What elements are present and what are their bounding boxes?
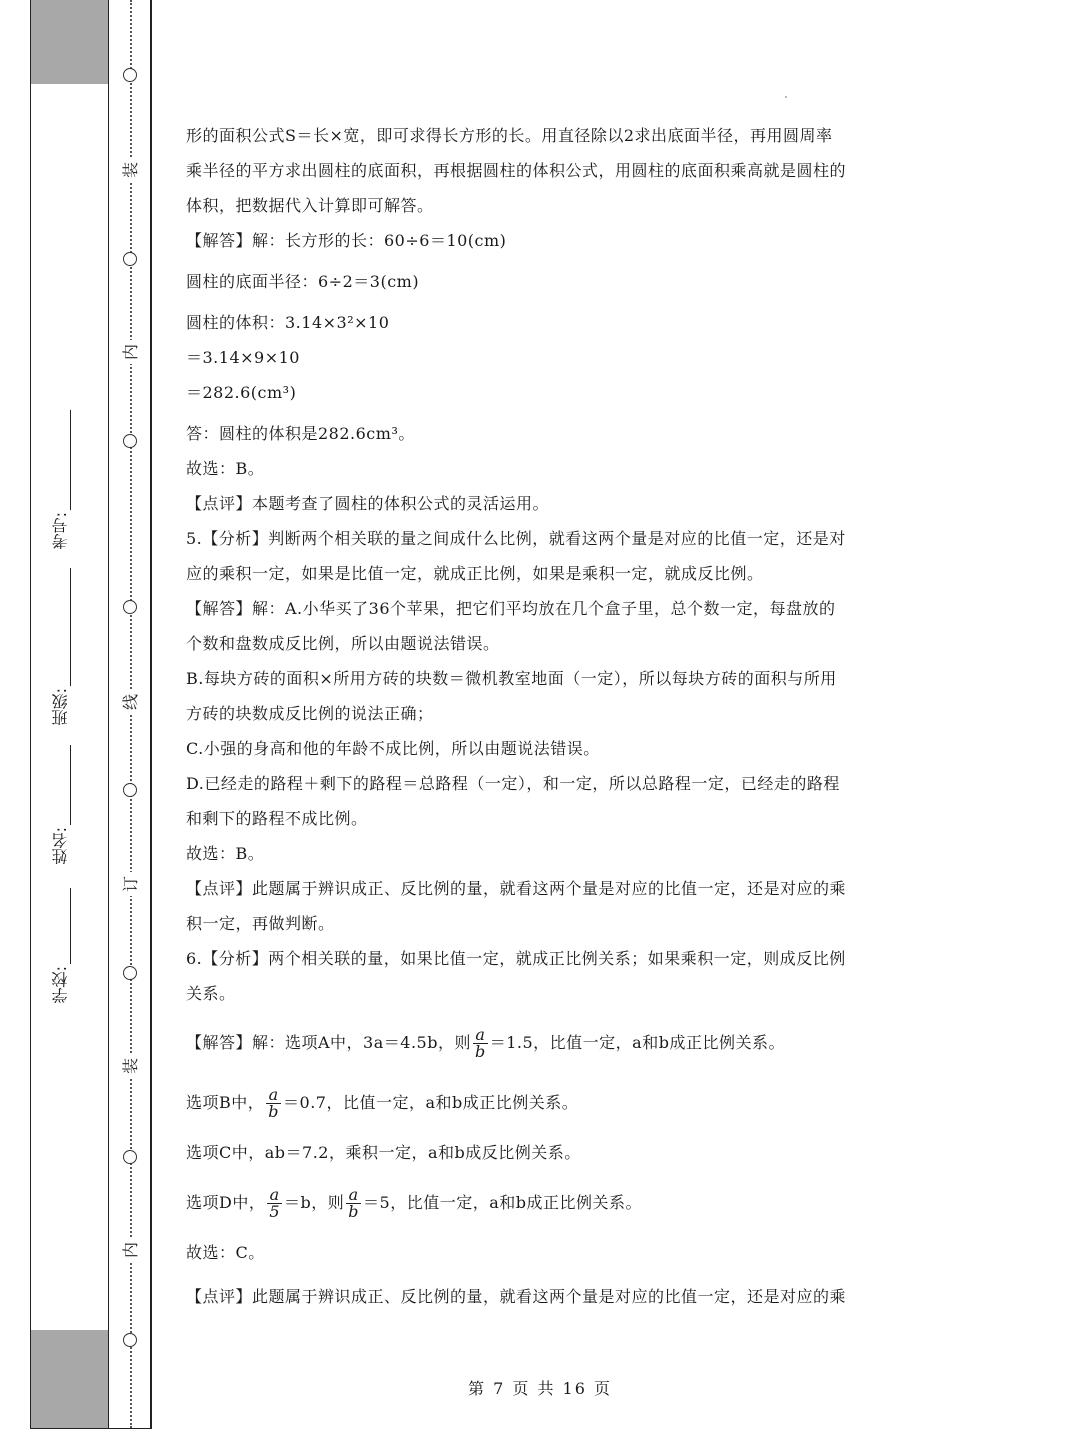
question-5-analysis: 5.【分析】判断两个相关联的量之间成什么比例，就看这两个量是对应的比值一定，还是对 <box>186 529 846 548</box>
text-line: 积一定，再做判断。 <box>186 914 335 933</box>
field-underline <box>70 745 71 825</box>
fraction-numerator: a <box>266 1087 281 1104</box>
text-line: 【点评】本题考查了圆柱的体积公式的灵活运用。 <box>186 494 550 513</box>
fraction-numerator: a <box>473 1027 488 1044</box>
margin-rule <box>108 0 109 1428</box>
text-line: 故选：B。 <box>186 844 265 863</box>
text-line: ＝282.6(cm³) <box>186 383 297 402</box>
text-line: 个数和盘数成反比例，所以由题说法错误。 <box>186 634 500 653</box>
field-label: 班级: <box>51 688 70 726</box>
text-line: D.已经走的路程＋剩下的路程＝总路程（一定），和一定，所以总路程一定，已经走的路程 <box>186 774 840 793</box>
binding-edge-line <box>150 0 152 1428</box>
margin-rule <box>30 1428 152 1429</box>
page-number: 第 7 页 共 16 页 <box>468 1379 612 1398</box>
binding-char: 装 <box>119 158 143 182</box>
fraction <box>267 1187 282 1220</box>
option-b-line <box>186 1075 906 1131</box>
margin-shade-top <box>30 0 108 84</box>
field-label: 考号: <box>51 512 70 550</box>
student-info-fields <box>49 400 75 1020</box>
text-line: 故选：B。 <box>186 459 265 478</box>
question-6-analysis: 6.【分析】两个相关联的量，如果比值一定，就成正比例关系；如果乘积一定，则成反比例 <box>186 949 846 968</box>
binding-char: 装 <box>119 1054 143 1078</box>
binding-hole-icon <box>123 68 137 82</box>
option-a-line <box>186 1015 906 1071</box>
binding-hole-icon <box>123 600 137 614</box>
text-span: 【解答】解：选项A中，3a＝4.5b，则 <box>186 1033 471 1052</box>
binding-hole-icon <box>123 783 137 797</box>
field-underline <box>70 888 71 964</box>
text-line: 圆柱的底面半径：6÷2＝3(cm) <box>186 272 420 291</box>
text-line: ＝3.14×9×10 <box>186 348 300 367</box>
option-c-line: 选项C中，ab＝7.2，乘积一定，a和b成反比例关系。 <box>186 1143 581 1162</box>
binding-hole-icon <box>123 434 137 448</box>
text-span: 选项D中， <box>186 1193 266 1212</box>
fraction-numerator: a <box>346 1187 361 1204</box>
text-line: 【解答】解：A.小华买了36个苹果，把它们平均放在几个盒子里，总个数一定，每盘放的 <box>186 599 836 618</box>
text-span: ＝1.5，比值一定，a和b成正比例关系。 <box>489 1033 785 1052</box>
text-line: 圆柱的体积：3.14×3²×10 <box>186 313 390 332</box>
text-line: B.每块方砖的面积×所用方砖的块数＝微机教室地面（一定），所以每块方砖的面积与所用 <box>186 669 837 688</box>
margin-rule <box>30 0 31 1428</box>
fraction <box>346 1187 361 1220</box>
binding-hole-icon <box>123 1333 137 1347</box>
text-line: 乘半径的平方求出圆柱的底面积，再根据圆柱的体积公式，用圆柱的底面积乘高就是圆柱的 <box>186 161 847 180</box>
text-line: 应的乘积一定，如果是比值一定，就成正比例，如果是乘积一定，就成反比例。 <box>186 564 764 583</box>
fraction-denominator: b <box>268 1102 280 1121</box>
binding-char: 线 <box>119 690 143 714</box>
fraction-denominator: b <box>348 1202 360 1221</box>
text-line: 关系。 <box>186 984 236 1003</box>
text-line: 【解答】解：长方形的长：60÷6＝10(cm) <box>186 231 507 250</box>
text-span: ＝5，比值一定，a和b成正比例关系。 <box>363 1193 642 1212</box>
name-field[interactable] <box>49 745 75 870</box>
fraction <box>266 1087 281 1120</box>
school-field[interactable] <box>49 888 75 1018</box>
fraction-denominator: b <box>474 1042 486 1061</box>
text-line: 故选：C。 <box>186 1243 265 1262</box>
field-underline <box>70 410 71 510</box>
binding-hole-icon <box>123 966 137 980</box>
binding-char: 内 <box>119 340 143 364</box>
fraction-denominator: 5 <box>269 1202 281 1221</box>
field-label: 姓名: <box>51 827 70 865</box>
text-line: 和剩下的路程不成比例。 <box>186 809 368 828</box>
field-underline <box>70 568 71 686</box>
text-span: ＝0.7，比值一定，a和b成正比例关系。 <box>283 1093 579 1112</box>
fraction-numerator: a <box>267 1187 282 1204</box>
text-line: 体积，把数据代入计算即可解答。 <box>186 196 434 215</box>
scan-speck <box>785 96 787 98</box>
binding-char: 订 <box>119 872 143 896</box>
binding-hole-icon <box>123 1150 137 1164</box>
text-line: C.小强的身高和他的年龄不成比例，所以由题说法错误。 <box>186 739 600 758</box>
text-span: ＝b，则 <box>284 1193 345 1212</box>
field-label: 学校: <box>51 966 70 1004</box>
text-line: 【点评】此题属于辨识成正、反比例的量，就看这两个量是对应的比值一定，还是对应的乘 <box>186 879 847 898</box>
text-line: 答：圆柱的体积是282.6cm³。 <box>186 424 415 443</box>
text-span: 选项B中， <box>186 1093 265 1112</box>
binding-char: 内 <box>119 1238 143 1262</box>
class-field[interactable] <box>49 568 75 728</box>
fraction <box>473 1027 488 1060</box>
answer-explanation-body <box>186 118 906 1319</box>
binding-hole-icon <box>123 252 137 266</box>
text-line: 方砖的块数成反比例的说法正确； <box>186 704 434 723</box>
text-line: 形的面积公式S＝长×宽，即可求得长方形的长。用直径除以2求出底面半径，再用圆周率 <box>186 126 833 145</box>
dotted-cut-line <box>130 0 132 1428</box>
text-line: 【点评】此题属于辨识成正、反比例的量，就看这两个量是对应的比值一定，还是对应的乘 <box>186 1287 847 1306</box>
exam-number-field[interactable] <box>49 400 75 550</box>
option-d-line <box>186 1175 906 1231</box>
